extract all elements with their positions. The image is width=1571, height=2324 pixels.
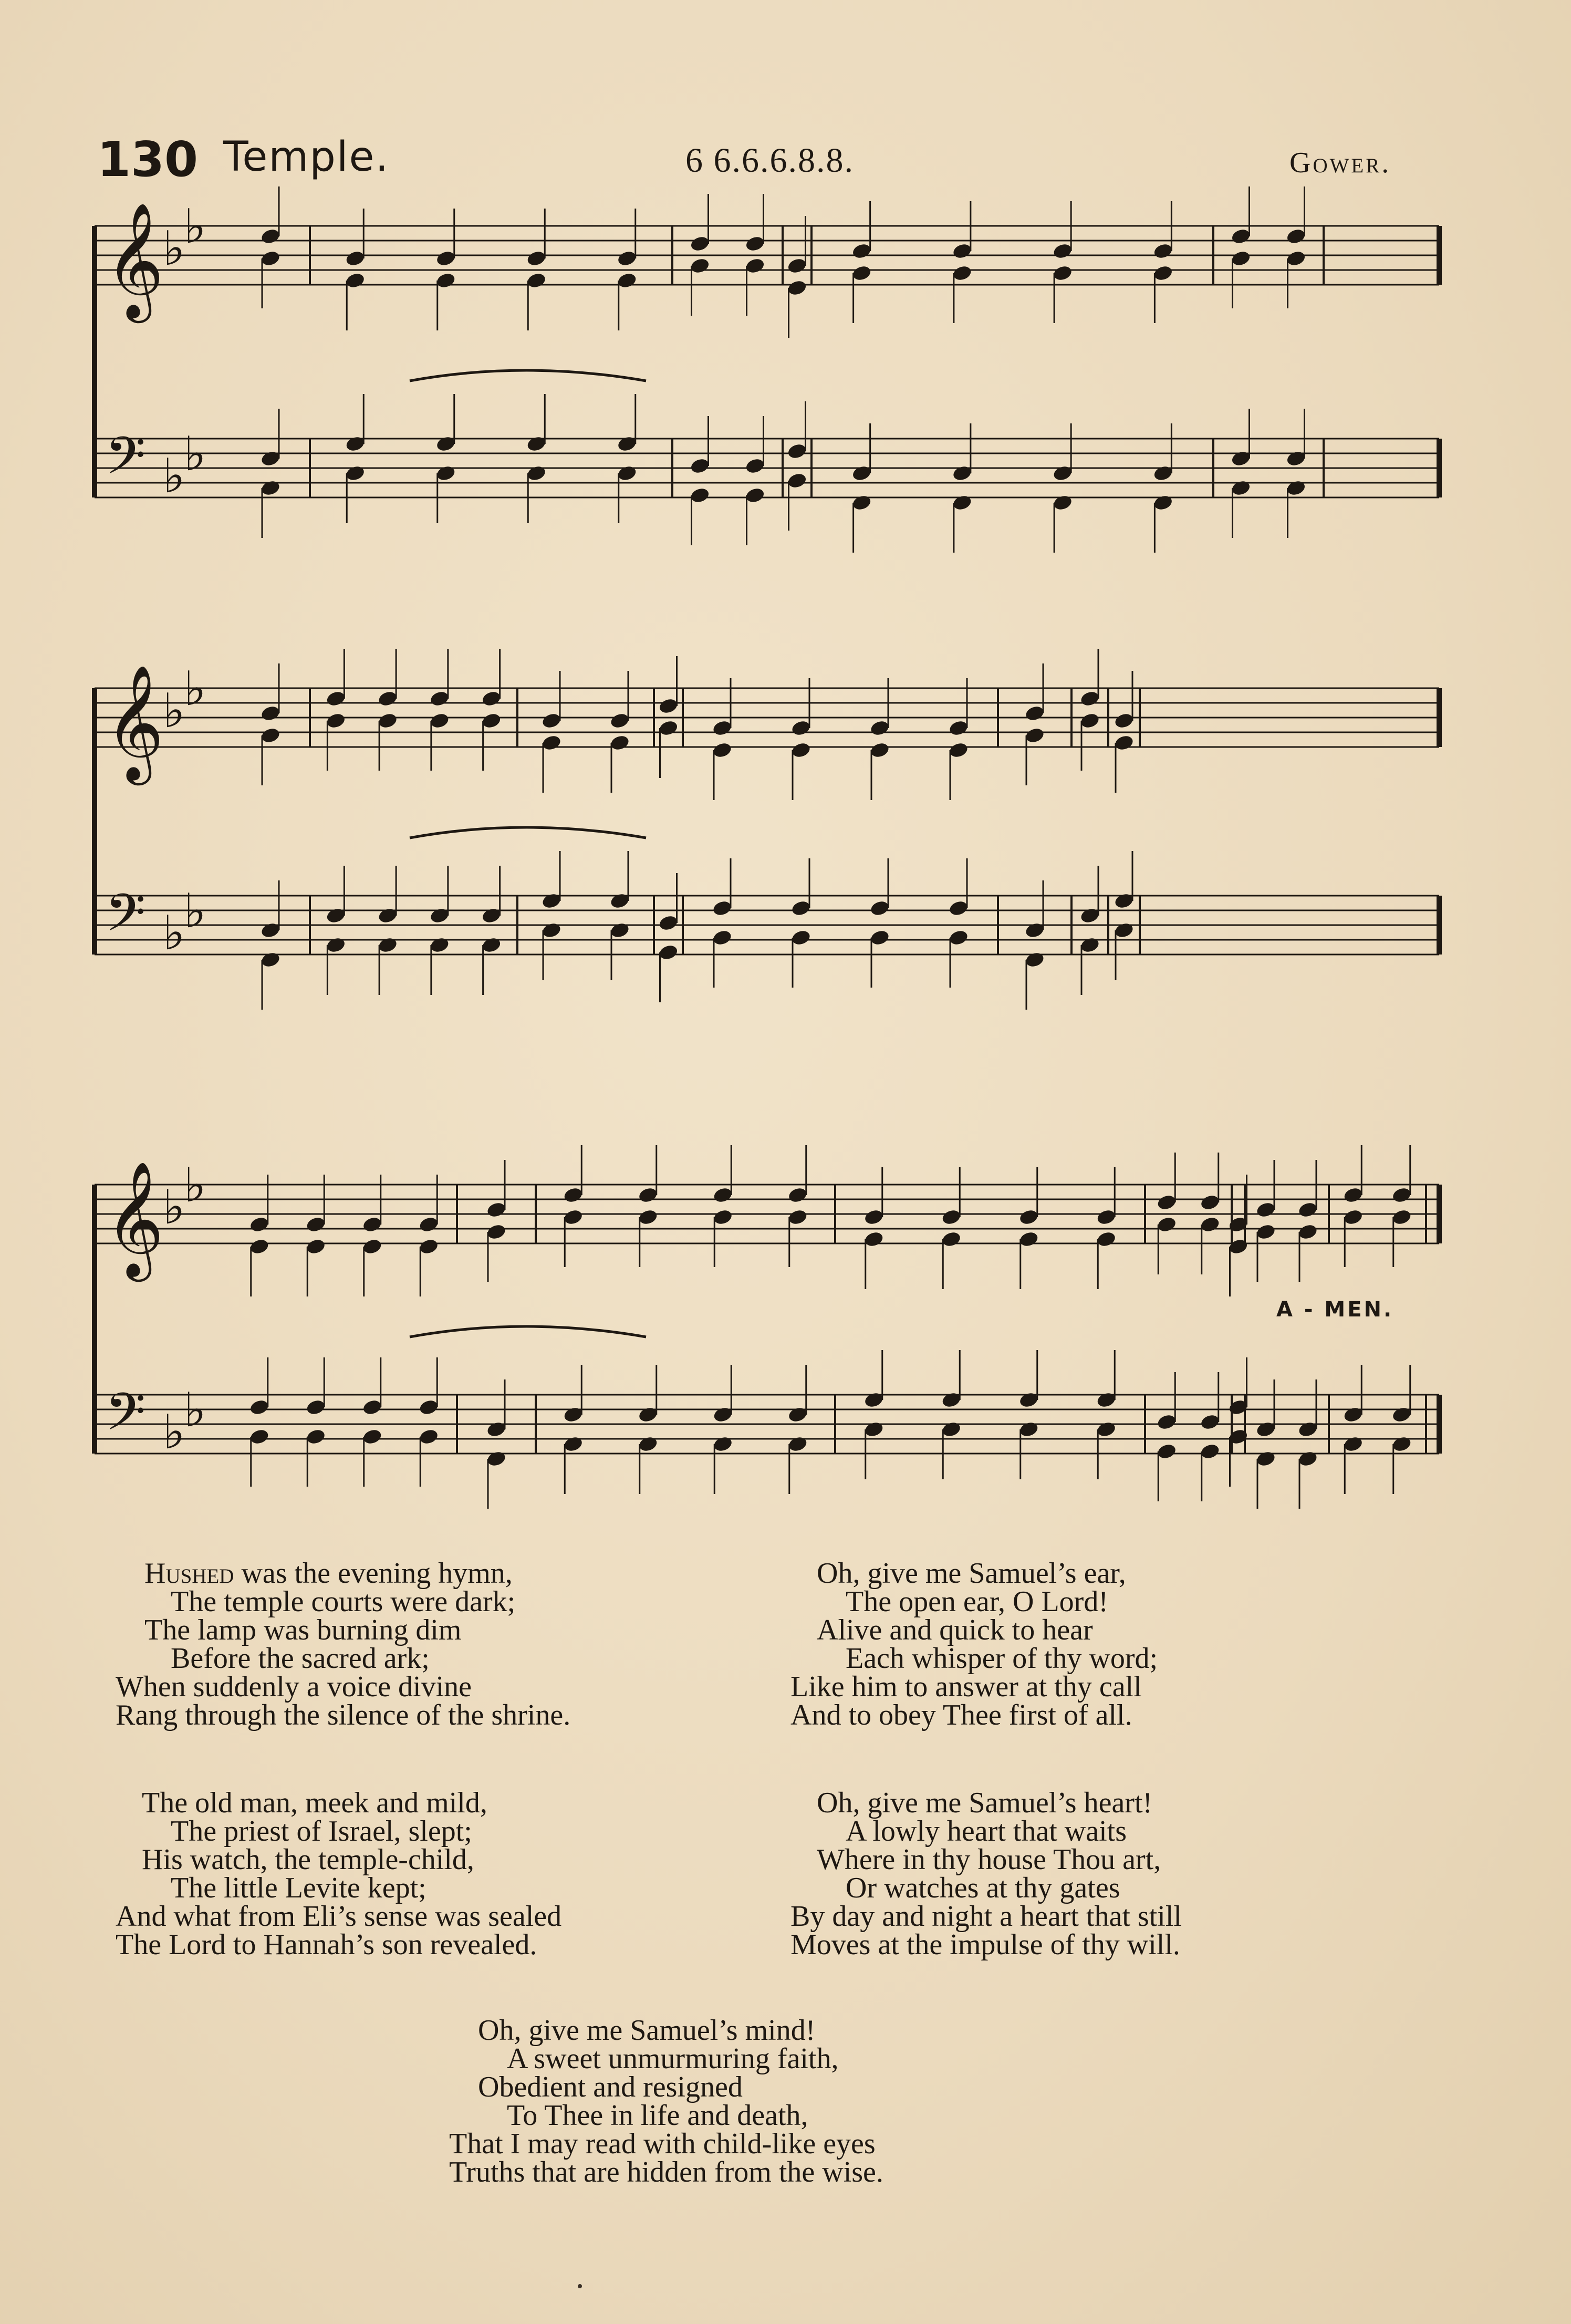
note-head <box>1079 690 1100 708</box>
note-head <box>952 464 973 482</box>
meter: 6 6.6.6.8.8. <box>685 141 854 180</box>
note-head <box>1152 494 1173 512</box>
note-head <box>486 1223 507 1241</box>
stanza-line: A lowly heart that waits <box>846 1815 1127 1848</box>
note-head <box>418 1238 439 1256</box>
note-head <box>948 741 969 759</box>
note-head <box>851 494 872 512</box>
note-head <box>541 892 562 910</box>
note-head <box>1096 1230 1117 1248</box>
note-head <box>712 719 733 737</box>
note-head <box>377 907 398 925</box>
note-head <box>1079 936 1100 954</box>
note-head <box>325 712 346 730</box>
note-head <box>712 741 733 759</box>
note-head <box>851 264 872 282</box>
stanza-line: When suddenly a voice divine <box>116 1671 472 1703</box>
note-head <box>362 1238 383 1256</box>
note-head <box>325 936 346 954</box>
stanza-line: Oh, give me Samuel’s ear, <box>817 1557 1126 1590</box>
tie <box>410 827 646 838</box>
note-head <box>249 1428 270 1446</box>
note-head <box>1114 921 1135 939</box>
note-head <box>658 914 679 932</box>
amen-label: A - MEN. <box>1276 1298 1394 1322</box>
note-head <box>345 464 366 482</box>
note-head <box>658 943 679 961</box>
note-head <box>1297 1450 1318 1468</box>
note-head <box>744 235 765 253</box>
note-head <box>1096 1391 1117 1409</box>
note-head <box>486 1420 507 1438</box>
note-head <box>1297 1201 1318 1219</box>
stanza-first-word: Hushed <box>144 1557 234 1590</box>
note-head <box>1024 727 1045 744</box>
note-head <box>1391 1435 1412 1453</box>
note-head <box>1391 1186 1412 1204</box>
note-head <box>712 1208 733 1226</box>
note-head <box>563 1208 584 1226</box>
note-head <box>787 1435 808 1453</box>
note-head <box>260 951 281 969</box>
note-head <box>689 457 710 475</box>
note-head <box>658 719 679 737</box>
note-head <box>1255 1450 1276 1468</box>
note-head <box>1200 1413 1221 1431</box>
note-head <box>1391 1406 1412 1424</box>
note-head <box>260 227 281 245</box>
note-head <box>638 1208 659 1226</box>
note-head <box>609 712 630 730</box>
note-head <box>1343 1186 1364 1204</box>
note-head <box>260 250 281 267</box>
flat-icon: ♭ <box>184 427 206 482</box>
note-head <box>689 257 710 275</box>
stanza-line: Or watches at thy gates <box>846 1872 1120 1904</box>
note-head <box>790 899 811 917</box>
flat-icon: ♭ <box>163 1180 185 1235</box>
note-head <box>305 1238 326 1256</box>
note-head <box>481 907 502 925</box>
note-head <box>1156 1443 1177 1460</box>
tie <box>410 370 646 381</box>
note-head <box>1297 1420 1318 1438</box>
flat-icon: ♭ <box>163 906 185 961</box>
note-head <box>345 250 366 267</box>
note-head <box>638 1406 659 1424</box>
stanza-line: The little Levite kept; <box>171 1872 426 1904</box>
flat-icon: ♭ <box>184 884 206 939</box>
stanza-line: And to obey Thee first of all. <box>790 1699 1132 1731</box>
note-head <box>689 235 710 253</box>
note-head <box>851 242 872 260</box>
flat-icon: ♭ <box>184 199 206 254</box>
note-head <box>941 1208 962 1226</box>
note-head <box>260 704 281 722</box>
note-head <box>325 690 346 708</box>
note-head <box>429 690 450 708</box>
stanza-1 <box>116 1559 570 1729</box>
note-head <box>563 1186 584 1204</box>
stanza-line: Truths that are hidden from the wise. <box>449 2156 883 2188</box>
stanza-line: The open ear, O Lord! <box>846 1585 1108 1618</box>
composer: Gower. <box>1289 147 1391 179</box>
note-head <box>1156 1216 1177 1233</box>
note-head <box>541 921 562 939</box>
note-head <box>617 435 638 453</box>
note-head <box>1018 1230 1039 1248</box>
note-head <box>863 1208 885 1226</box>
note-head <box>1230 227 1251 245</box>
flat-icon: ♭ <box>163 221 185 276</box>
note-head <box>526 272 547 289</box>
stanza-line: The Lord to Hannah’s son revealed. <box>116 1928 537 1961</box>
note-head <box>941 1420 962 1438</box>
note-head <box>1024 704 1045 722</box>
note-head <box>260 921 281 939</box>
note-head <box>429 712 450 730</box>
note-head <box>526 435 547 453</box>
note-head <box>362 1428 383 1446</box>
stanza-line: Obedient and resigned <box>478 2071 743 2103</box>
note-head <box>1052 264 1073 282</box>
note-head <box>712 1406 733 1424</box>
bass-clef: 𝄢 <box>105 426 146 499</box>
note-head <box>689 486 710 504</box>
stanza-5 <box>449 2016 883 2186</box>
stanza-line: To Thee in life and death, <box>507 2099 808 2132</box>
note-head <box>1255 1420 1276 1438</box>
stanza-3 <box>116 1789 561 1959</box>
stanza-line: Each whisper of thy word; <box>846 1642 1158 1675</box>
note-head <box>249 1238 270 1256</box>
note-head <box>260 727 281 744</box>
note-head <box>638 1186 659 1204</box>
note-head <box>863 1230 885 1248</box>
stanza-line: Like him to answer at thy call <box>790 1671 1142 1703</box>
note-head <box>1200 1216 1221 1233</box>
flat-icon: ♭ <box>184 661 206 717</box>
note-head <box>948 899 969 917</box>
note-head <box>869 929 890 947</box>
note-head <box>1018 1420 1039 1438</box>
stanza-line: Oh, give me Samuel’s mind! <box>478 2014 816 2047</box>
stanza-2 <box>790 1559 1158 1729</box>
note-head <box>609 921 630 939</box>
note-head <box>377 936 398 954</box>
note-head <box>418 1398 439 1416</box>
tie <box>410 1326 646 1337</box>
note-head <box>435 272 456 289</box>
treble-clef: 𝄞 <box>105 664 164 780</box>
note-head <box>1230 479 1251 497</box>
bass-clef: 𝄢 <box>105 883 146 956</box>
note-head <box>790 929 811 947</box>
note-head <box>1052 242 1073 260</box>
note-head <box>1297 1223 1318 1241</box>
note-head <box>1152 264 1173 282</box>
note-head <box>948 719 969 737</box>
note-head <box>541 712 562 730</box>
note-head <box>1079 907 1100 925</box>
note-head <box>744 457 765 475</box>
note-head <box>1285 227 1306 245</box>
note-head <box>1152 242 1173 260</box>
note-head <box>1052 494 1073 512</box>
note-head <box>941 1391 962 1409</box>
bass-clef: 𝄢 <box>105 1382 146 1455</box>
note-head <box>1156 1194 1177 1211</box>
note-head <box>1255 1223 1276 1241</box>
note-head <box>1079 712 1100 730</box>
stanza-line: A sweet unmurmuring faith, <box>507 2042 839 2075</box>
note-head <box>790 719 811 737</box>
treble-clef: 𝄞 <box>105 202 164 318</box>
flat-icon: ♭ <box>184 1158 206 1213</box>
stanza-4 <box>790 1789 1182 1959</box>
note-head <box>249 1398 270 1416</box>
note-head <box>617 250 638 267</box>
note-head <box>712 929 733 947</box>
note-head <box>1156 1413 1177 1431</box>
note-head <box>1114 892 1135 910</box>
note-head <box>948 929 969 947</box>
note-head <box>609 892 630 910</box>
note-head <box>617 272 638 289</box>
note-head <box>1096 1208 1117 1226</box>
flat-icon: ♭ <box>163 449 185 504</box>
note-head <box>362 1398 383 1416</box>
note-head <box>435 435 456 453</box>
note-head <box>249 1216 270 1233</box>
note-head <box>1096 1420 1117 1438</box>
note-head <box>377 712 398 730</box>
stanza-line: Oh, give me Samuel’s heart! <box>817 1787 1153 1819</box>
note-head <box>952 494 973 512</box>
note-head <box>658 697 679 715</box>
note-head <box>486 1450 507 1468</box>
note-head <box>1285 250 1306 267</box>
note-head <box>1114 712 1135 730</box>
note-head <box>435 250 456 267</box>
note-head <box>744 257 765 275</box>
note-head <box>786 472 807 490</box>
note-head <box>851 464 872 482</box>
note-head <box>786 279 807 297</box>
note-head <box>952 242 973 260</box>
note-head <box>863 1420 885 1438</box>
note-head <box>486 1201 507 1219</box>
note-head <box>786 442 807 460</box>
note-head <box>1024 951 1045 969</box>
note-head <box>712 899 733 917</box>
stanza-line: The temple courts were dark; <box>171 1585 516 1618</box>
stanza-line: The priest of Israel, slept; <box>171 1815 472 1848</box>
note-head <box>563 1406 584 1424</box>
stanza-line: Before the sacred ark; <box>171 1642 430 1675</box>
note-head <box>617 464 638 482</box>
note-head <box>418 1428 439 1446</box>
note-head <box>1255 1201 1276 1219</box>
stanza-line: And what from Eli’s sense was sealed <box>116 1900 562 1933</box>
note-head <box>869 741 890 759</box>
note-head <box>429 907 450 925</box>
note-head <box>1285 450 1306 468</box>
note-head <box>712 1435 733 1453</box>
note-head <box>435 464 456 482</box>
note-head <box>305 1216 326 1233</box>
note-head <box>869 899 890 917</box>
note-head <box>787 1208 808 1226</box>
note-head <box>418 1216 439 1233</box>
note-head <box>541 734 562 752</box>
hymn-number: 130 <box>97 131 199 188</box>
note-head <box>609 734 630 752</box>
note-head <box>526 464 547 482</box>
tune-name: Temple. <box>223 133 390 181</box>
note-head <box>787 1406 808 1424</box>
stanza-line: The old man, meek and mild, <box>142 1787 487 1819</box>
note-head <box>1018 1208 1039 1226</box>
page-mark <box>578 2284 582 2288</box>
note-head <box>1230 450 1251 468</box>
note-head <box>638 1435 659 1453</box>
note-head <box>260 450 281 468</box>
note-head <box>790 741 811 759</box>
note-head <box>1152 464 1173 482</box>
note-head <box>786 257 807 275</box>
note-head <box>744 486 765 504</box>
stanza-line: Rang through the silence of the shrine. <box>116 1699 571 1731</box>
note-head <box>526 250 547 267</box>
note-head <box>305 1428 326 1446</box>
flat-icon: ♭ <box>184 1383 206 1438</box>
note-head <box>1024 921 1045 939</box>
note-head <box>941 1230 962 1248</box>
note-head <box>345 435 366 453</box>
note-head <box>429 936 450 954</box>
note-head <box>325 907 346 925</box>
note-head <box>1343 1435 1364 1453</box>
note-head <box>1018 1391 1039 1409</box>
stanza-line: The lamp was burning dim <box>144 1614 462 1646</box>
note-head <box>345 272 366 289</box>
flat-icon: ♭ <box>163 1405 185 1460</box>
stanza-line: That I may read with child-like eyes <box>449 2128 876 2160</box>
note-head <box>1114 734 1135 752</box>
note-head <box>481 690 502 708</box>
note-head <box>1200 1443 1221 1460</box>
note-head <box>1200 1194 1221 1211</box>
note-head <box>952 264 973 282</box>
note-head <box>481 712 502 730</box>
note-head <box>1391 1208 1412 1226</box>
note-head <box>1285 479 1306 497</box>
stanza-line <box>116 1559 570 1588</box>
flat-icon: ♭ <box>163 683 185 739</box>
note-head <box>1230 250 1251 267</box>
note-head <box>1052 464 1073 482</box>
note-head <box>1343 1406 1364 1424</box>
stanza-line-rest: was the evening hymn, <box>234 1557 513 1590</box>
stanza-line: Moves at the impulse of thy will. <box>790 1928 1180 1961</box>
stanza-line: His watch, the temple-child, <box>142 1843 474 1876</box>
note-head <box>260 479 281 497</box>
note-head <box>787 1186 808 1204</box>
note-head <box>481 936 502 954</box>
stanza-line: Where in thy house Thou art, <box>817 1843 1161 1876</box>
treble-clef: 𝄞 <box>105 1160 164 1277</box>
note-head <box>1343 1208 1364 1226</box>
note-head <box>869 719 890 737</box>
note-head <box>712 1186 733 1204</box>
note-head <box>362 1216 383 1233</box>
note-head <box>563 1435 584 1453</box>
note-head <box>863 1391 885 1409</box>
stanza-line: By day and night a heart that still <box>790 1900 1182 1933</box>
note-head <box>377 690 398 708</box>
note-head <box>305 1398 326 1416</box>
stanza-line: Alive and quick to hear <box>817 1614 1093 1646</box>
